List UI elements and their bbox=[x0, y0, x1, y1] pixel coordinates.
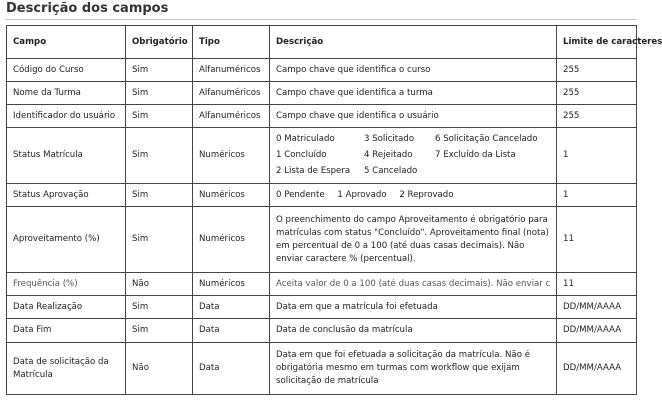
table-row bbox=[7, 82, 637, 105]
cell-tipo: Alfanuméricos bbox=[193, 105, 270, 128]
cell-tipo: Numéricos bbox=[193, 273, 270, 296]
status-option: 1 Concluído bbox=[276, 150, 327, 160]
approval-option: 2 Reprovado bbox=[399, 189, 454, 200]
cell-obrigatorio: Sim bbox=[126, 207, 193, 273]
cell-descricao: Data em que a matrícula foi efetuada bbox=[270, 296, 557, 319]
cell-limite: 255 bbox=[557, 59, 637, 82]
cell-campo: Frequência (%) bbox=[7, 273, 126, 296]
cell-obrigatorio: Não bbox=[126, 273, 193, 296]
status-option: 3 Solicitado bbox=[364, 134, 415, 144]
cell-limite: 1 bbox=[557, 184, 637, 207]
cell-descricao: Data de conclusão da matrícula bbox=[270, 319, 557, 343]
cell-obrigatorio: Sim bbox=[126, 128, 193, 184]
cell-tipo: Data bbox=[193, 296, 270, 319]
cell-tipo: Data bbox=[193, 343, 270, 395]
cell-campo: Nome da Turma bbox=[7, 82, 126, 105]
header-obrigatorio: Obrigatório bbox=[126, 26, 193, 59]
cell-campo: Identificador do usuário bbox=[7, 105, 126, 128]
cell-obrigatorio: Sim bbox=[126, 296, 193, 319]
cell-descricao: O preenchimento do campo Aproveitamento é obrigatório para matrículas com status "Concluído". Aproveitamento final (nota) em percentual de 0 a 100 (até duas casas decimais). Não enviar caractere % (percentual). bbox=[270, 207, 557, 273]
cell-obrigatorio: Não bbox=[126, 343, 193, 395]
status-option: 6 Solicitação Cancelado bbox=[435, 134, 538, 144]
cell-limite: 11 bbox=[557, 207, 637, 273]
cell-campo: Código do Curso bbox=[7, 59, 126, 82]
table-row bbox=[7, 128, 637, 184]
status-option: 4 Rejeitado bbox=[364, 150, 413, 160]
header-descricao: Descrição bbox=[270, 26, 557, 59]
table-header-row bbox=[7, 26, 637, 59]
cell-tipo: Numéricos bbox=[193, 207, 270, 273]
table-row bbox=[7, 105, 637, 128]
title-divider bbox=[6, 19, 636, 20]
cell-obrigatorio: Sim bbox=[126, 184, 193, 207]
cell-limite: DD/MM/AAAA bbox=[557, 343, 637, 395]
cell-tipo: Numéricos bbox=[193, 184, 270, 207]
cell-obrigatorio: Sim bbox=[126, 82, 193, 105]
status-option: 7 Excluído da Lista bbox=[435, 150, 516, 160]
header-campo: Campo bbox=[7, 26, 126, 59]
cell-limite: 1 bbox=[557, 128, 637, 184]
cell-tipo: Data bbox=[193, 319, 270, 343]
cell-campo: Data Realização bbox=[7, 296, 126, 319]
cell-descricao-status bbox=[270, 128, 557, 184]
table-row bbox=[7, 207, 637, 273]
cell-obrigatorio: Sim bbox=[126, 319, 193, 343]
cell-limite: 11 bbox=[557, 273, 637, 296]
approval-options-list bbox=[276, 189, 550, 202]
cell-obrigatorio: Sim bbox=[126, 105, 193, 128]
table-row bbox=[7, 184, 637, 207]
cell-descricao: Campo chave que identifica a turma bbox=[270, 82, 557, 105]
cell-tipo: Alfanuméricos bbox=[193, 82, 270, 105]
status-option: 2 Lista de Espera bbox=[276, 166, 351, 176]
cell-descricao: Aceita valor de 0 a 100 (até duas casas decimais). Não enviar c bbox=[270, 273, 557, 296]
table-row bbox=[7, 273, 637, 296]
header-limite: Limite de caracteres bbox=[557, 26, 637, 59]
cell-campo: Status Aprovação bbox=[7, 184, 126, 207]
cell-descricao-approval bbox=[270, 184, 557, 207]
approval-option: 0 Pendente bbox=[276, 189, 325, 200]
table-row bbox=[7, 296, 637, 319]
cell-campo: Data Fim bbox=[7, 319, 126, 343]
status-option: 5 Cancelado bbox=[364, 166, 418, 176]
cell-descricao: Data em que foi efetuada a solicitação da matrícula. Não é obrigatória mesmo em turmas com workflow que exijam solicitação de matrícula bbox=[270, 343, 557, 395]
cell-limite: 255 bbox=[557, 82, 637, 105]
cell-campo: Status Matrícula bbox=[7, 128, 126, 184]
cell-descricao: Campo chave que identifica o usuário bbox=[270, 105, 557, 128]
table-row bbox=[7, 343, 637, 395]
cell-campo: Data de solicitação da Matrícula bbox=[7, 343, 126, 395]
status-options-list bbox=[276, 133, 550, 178]
approval-option: 1 Aprovado bbox=[337, 189, 387, 200]
table-row bbox=[7, 59, 637, 82]
cell-descricao: Campo chave que identifica o curso bbox=[270, 59, 557, 82]
cell-limite: DD/MM/AAAA bbox=[557, 296, 637, 319]
status-option: 0 Matriculado bbox=[276, 134, 335, 144]
cell-tipo: Alfanuméricos bbox=[193, 59, 270, 82]
cell-tipo: Numéricos bbox=[193, 128, 270, 184]
cell-campo: Aproveitamento (%) bbox=[7, 207, 126, 273]
cell-obrigatorio: Sim bbox=[126, 59, 193, 82]
cell-limite: DD/MM/AAAA bbox=[557, 319, 637, 343]
header-tipo: Tipo bbox=[193, 26, 270, 59]
page-title: Descrição dos campos bbox=[6, 1, 169, 16]
fields-table bbox=[6, 25, 662, 395]
table-row bbox=[7, 319, 637, 343]
cell-limite: 255 bbox=[557, 105, 637, 128]
